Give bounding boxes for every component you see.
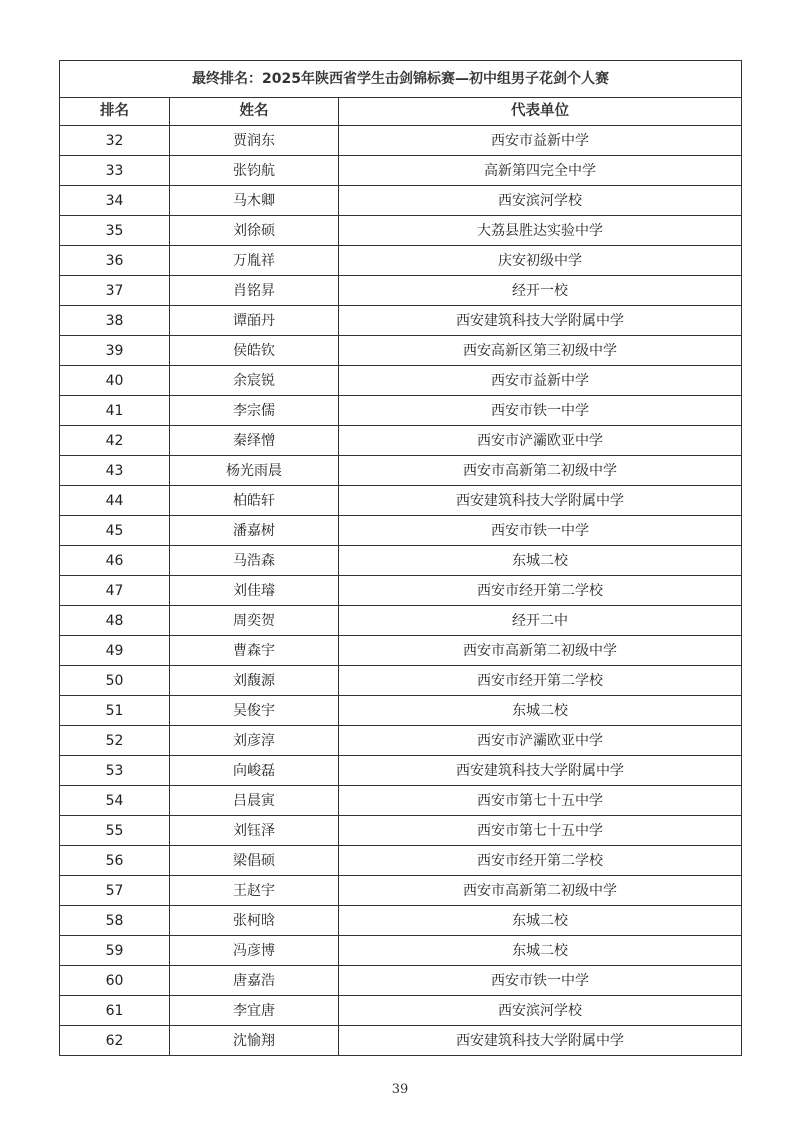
cell-unit: 西安滨河学校 — [339, 996, 742, 1026]
cell-name: 张钧航 — [170, 156, 339, 186]
cell-rank: 53 — [60, 756, 170, 786]
cell-rank: 62 — [60, 1026, 170, 1056]
table-row — [60, 846, 742, 876]
table-row — [60, 246, 742, 276]
header-unit: 代表单位 — [339, 98, 742, 126]
cell-unit: 西安市益新中学 — [339, 126, 742, 156]
table-body — [60, 61, 742, 1056]
cell-rank: 46 — [60, 546, 170, 576]
cell-name: 刘彦淳 — [170, 726, 339, 756]
cell-name: 刘佳璿 — [170, 576, 339, 606]
cell-rank: 35 — [60, 216, 170, 246]
table-row — [60, 126, 742, 156]
table-row — [60, 486, 742, 516]
cell-rank: 48 — [60, 606, 170, 636]
cell-name: 潘嘉树 — [170, 516, 339, 546]
cell-name: 刘徐硕 — [170, 216, 339, 246]
cell-rank: 36 — [60, 246, 170, 276]
table-row — [60, 756, 742, 786]
cell-unit: 西安市高新第二初级中学 — [339, 456, 742, 486]
cell-rank: 32 — [60, 126, 170, 156]
cell-name: 秦绎憎 — [170, 426, 339, 456]
table-row — [60, 516, 742, 546]
cell-rank: 45 — [60, 516, 170, 546]
cell-unit: 经开一校 — [339, 276, 742, 306]
cell-name: 李宜唐 — [170, 996, 339, 1026]
cell-rank: 59 — [60, 936, 170, 966]
cell-unit: 西安市经开第二学校 — [339, 666, 742, 696]
cell-unit: 西安建筑科技大学附属中学 — [339, 1026, 742, 1056]
cell-unit: 西安市铁一中学 — [339, 396, 742, 426]
cell-rank: 60 — [60, 966, 170, 996]
table-row — [60, 606, 742, 636]
cell-name: 梁倡硕 — [170, 846, 339, 876]
cell-unit: 大荔县胜达实验中学 — [339, 216, 742, 246]
table-row — [60, 276, 742, 306]
cell-name: 向峻磊 — [170, 756, 339, 786]
cell-rank: 57 — [60, 876, 170, 906]
cell-unit: 东城二校 — [339, 906, 742, 936]
cell-name: 谭皕丹 — [170, 306, 339, 336]
table-row — [60, 666, 742, 696]
cell-unit: 西安高新区第三初级中学 — [339, 336, 742, 366]
cell-name: 马浩森 — [170, 546, 339, 576]
table-row — [60, 876, 742, 906]
cell-name: 马木卿 — [170, 186, 339, 216]
table-row — [60, 546, 742, 576]
cell-rank: 55 — [60, 816, 170, 846]
cell-unit: 西安滨河学校 — [339, 186, 742, 216]
cell-name: 曹森宇 — [170, 636, 339, 666]
cell-name: 贾润东 — [170, 126, 339, 156]
table-row — [60, 396, 742, 426]
cell-unit: 西安市铁一中学 — [339, 966, 742, 996]
cell-name: 余宸锐 — [170, 366, 339, 396]
table-row — [60, 786, 742, 816]
cell-name: 唐嘉浩 — [170, 966, 339, 996]
table-row — [60, 156, 742, 186]
table-row — [60, 996, 742, 1026]
cell-rank: 41 — [60, 396, 170, 426]
cell-rank: 58 — [60, 906, 170, 936]
cell-rank: 54 — [60, 786, 170, 816]
table-row — [60, 306, 742, 336]
cell-name: 沈愉翔 — [170, 1026, 339, 1056]
cell-rank: 50 — [60, 666, 170, 696]
table-row — [60, 726, 742, 756]
table-row — [60, 816, 742, 846]
cell-unit: 庆安初级中学 — [339, 246, 742, 276]
header-rank: 排名 — [60, 98, 170, 126]
cell-name: 吕晨寅 — [170, 786, 339, 816]
table-row — [60, 336, 742, 366]
cell-rank: 33 — [60, 156, 170, 186]
table-row — [60, 576, 742, 606]
cell-name: 万胤祥 — [170, 246, 339, 276]
cell-unit: 西安市益新中学 — [339, 366, 742, 396]
cell-name: 李宗儒 — [170, 396, 339, 426]
cell-name: 王赵宇 — [170, 876, 339, 906]
table-row — [60, 636, 742, 666]
cell-unit: 西安建筑科技大学附属中学 — [339, 306, 742, 336]
table-row — [60, 906, 742, 936]
cell-unit: 西安市高新第二初级中学 — [339, 636, 742, 666]
cell-name: 杨光雨晨 — [170, 456, 339, 486]
table-title-row — [60, 61, 742, 98]
table-row — [60, 966, 742, 996]
cell-unit: 西安市第七十五中学 — [339, 816, 742, 846]
cell-rank: 56 — [60, 846, 170, 876]
cell-unit: 高新第四完全中学 — [339, 156, 742, 186]
cell-rank: 40 — [60, 366, 170, 396]
table-title: 最终排名：2025年陕西省学生击剑锦标赛—初中组男子花剑个人赛 — [60, 61, 742, 98]
cell-unit: 西安市经开第二学校 — [339, 846, 742, 876]
cell-name: 刘馥源 — [170, 666, 339, 696]
table-row — [60, 456, 742, 486]
cell-rank: 52 — [60, 726, 170, 756]
cell-unit: 西安市经开第二学校 — [339, 576, 742, 606]
cell-rank: 34 — [60, 186, 170, 216]
cell-rank: 43 — [60, 456, 170, 486]
cell-name: 周奕贺 — [170, 606, 339, 636]
cell-unit: 西安市铁一中学 — [339, 516, 742, 546]
table-row — [60, 366, 742, 396]
table-row — [60, 216, 742, 246]
cell-rank: 51 — [60, 696, 170, 726]
table-header-row — [60, 98, 742, 126]
cell-unit: 东城二校 — [339, 546, 742, 576]
results-table — [59, 60, 742, 1056]
cell-unit: 西安建筑科技大学附属中学 — [339, 486, 742, 516]
header-name: 姓名 — [170, 98, 339, 126]
cell-unit: 东城二校 — [339, 696, 742, 726]
cell-rank: 39 — [60, 336, 170, 366]
cell-rank: 37 — [60, 276, 170, 306]
cell-unit: 西安市高新第二初级中学 — [339, 876, 742, 906]
table-row — [60, 186, 742, 216]
cell-unit: 西安市第七十五中学 — [339, 786, 742, 816]
page-number: 39 — [391, 1082, 409, 1097]
cell-name: 柏皓轩 — [170, 486, 339, 516]
cell-name: 张柯晗 — [170, 906, 339, 936]
cell-rank: 61 — [60, 996, 170, 1026]
table-row — [60, 1026, 742, 1056]
table-row — [60, 426, 742, 456]
cell-rank: 38 — [60, 306, 170, 336]
table-row — [60, 696, 742, 726]
cell-rank: 47 — [60, 576, 170, 606]
cell-rank: 49 — [60, 636, 170, 666]
cell-unit: 西安市浐灞欧亚中学 — [339, 426, 742, 456]
cell-unit: 西安建筑科技大学附属中学 — [339, 756, 742, 786]
cell-name: 刘钰泽 — [170, 816, 339, 846]
cell-name: 吴俊宇 — [170, 696, 339, 726]
cell-unit: 经开二中 — [339, 606, 742, 636]
cell-name: 肖铭昇 — [170, 276, 339, 306]
cell-name: 冯彦博 — [170, 936, 339, 966]
table-row — [60, 936, 742, 966]
cell-rank: 42 — [60, 426, 170, 456]
cell-unit: 西安市浐灞欧亚中学 — [339, 726, 742, 756]
cell-rank: 44 — [60, 486, 170, 516]
cell-name: 侯皓钦 — [170, 336, 339, 366]
cell-unit: 东城二校 — [339, 936, 742, 966]
